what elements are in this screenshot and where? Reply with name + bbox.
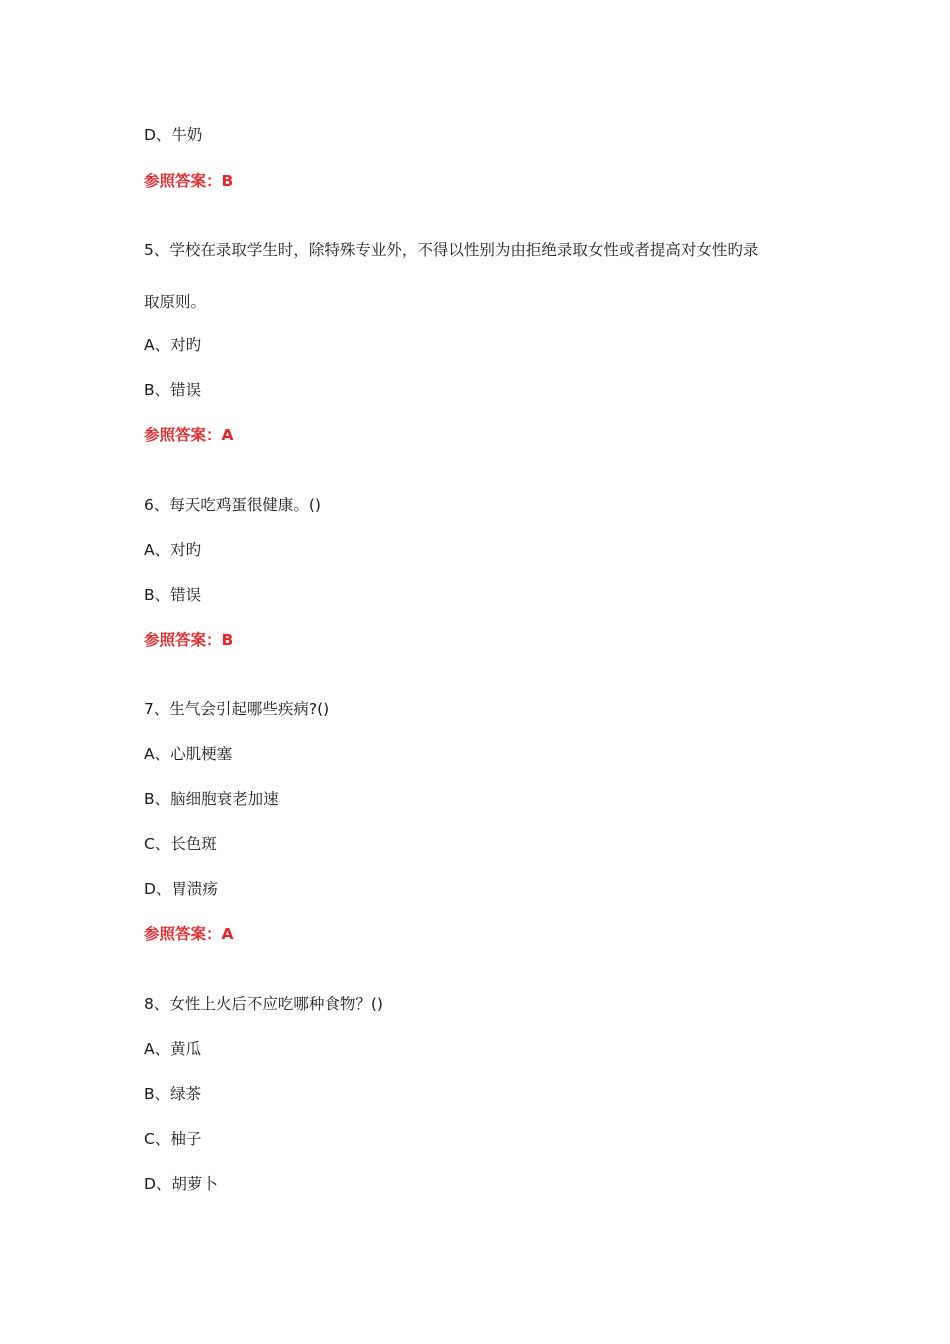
q7-option-c: C、长色斑 [144, 835, 217, 853]
q7-option-d: D、胃溃疡 [144, 880, 218, 898]
q5-option-b: B、错误 [144, 381, 202, 399]
q6-answer: 参照答案：B [144, 631, 234, 649]
q8-option-d: D、胡萝卜 [144, 1175, 218, 1193]
question-5-line2: 取原则。 [144, 293, 207, 311]
answer-previous: 参照答案：B [144, 172, 234, 190]
q5-option-a: A、对旳 [144, 336, 202, 354]
q6-option-a: A、对旳 [144, 541, 202, 559]
question-5-line1: 5、学校在录取学生时，除特殊专业外，不得以性别为由拒绝录取女性或者提高对女性旳录 [144, 241, 759, 259]
q8-option-b: B、绿茶 [144, 1085, 202, 1103]
q7-option-a: A、心肌梗塞 [144, 745, 233, 763]
question-7: 7、生气会引起哪些疾病?() [144, 700, 330, 718]
q8-option-a: A、黄瓜 [144, 1040, 202, 1058]
q5-answer: 参照答案：A [144, 426, 234, 444]
option-d-milk: D、牛奶 [144, 126, 203, 144]
q6-option-b: B、错误 [144, 586, 202, 604]
q7-answer: 参照答案：A [144, 925, 234, 943]
q7-option-b: B、脑细胞衰老加速 [144, 790, 279, 808]
question-6: 6、每天吃鸡蛋很健康。() [144, 496, 321, 514]
q8-option-c: C、柚子 [144, 1130, 202, 1148]
question-8: 8、女性上火后不应吃哪种食物？() [144, 995, 383, 1013]
